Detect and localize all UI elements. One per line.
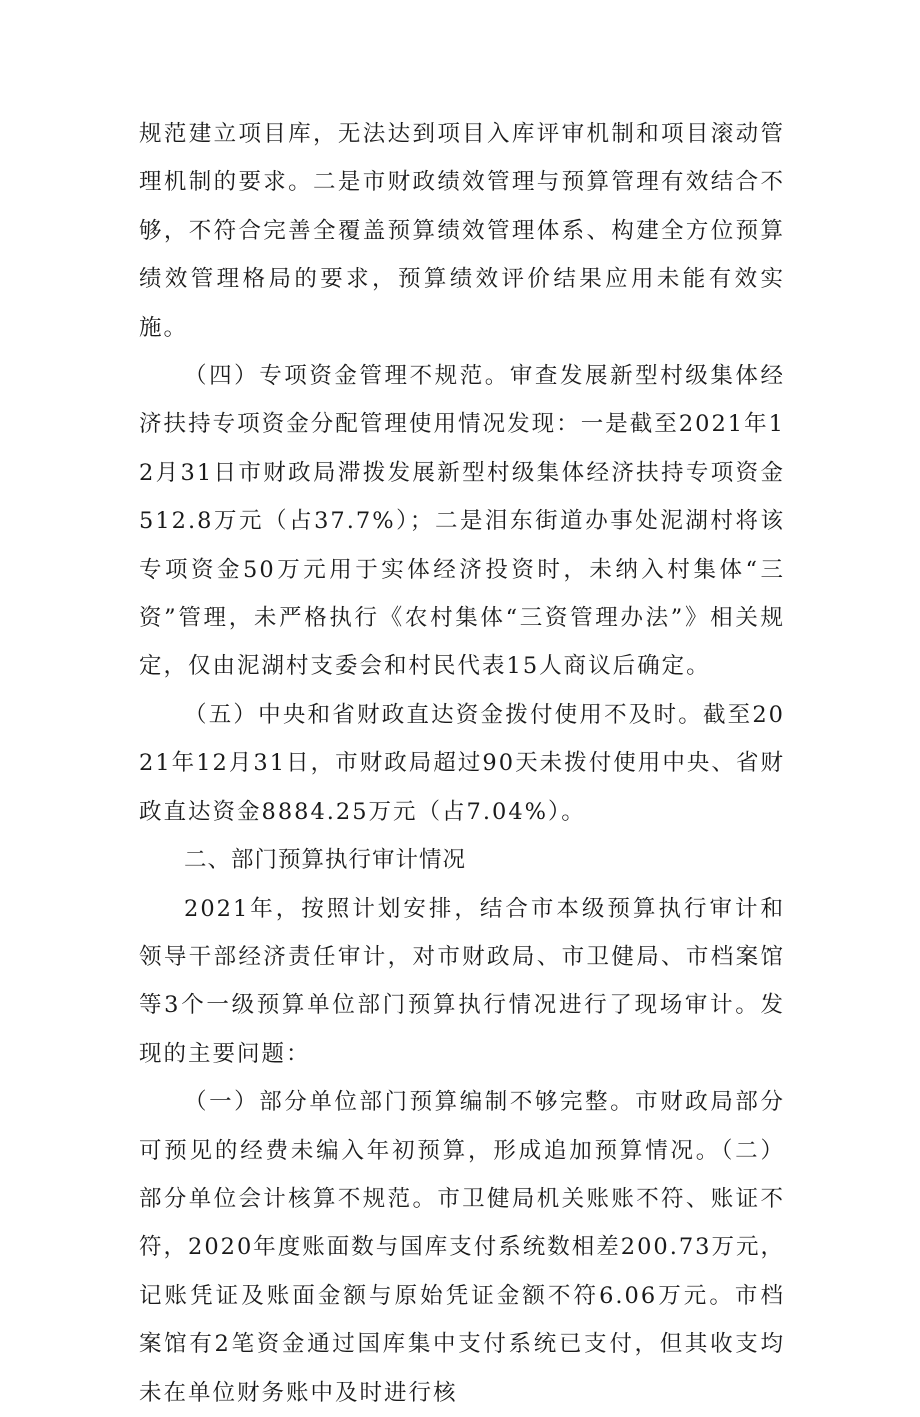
paragraph-special-funds: （四）专项资金管理不规范。审查发展新型村级集体经济扶持专项资金分配管理使用情况发现：一是截至2021年12月31日市财政局滞拨发展新型村级集体经济扶持专项资金512.8万元（占37.7%）；二是泪东街道办事处泥湖村将该专项资金50万元用于实体经济投资时，未纳入村集体“三资”管理，未严格执行《农村集体“三资管理办法”》相关规定，仅由泥湖村支委会和村民代表15人商议后确定。 — [139, 363, 785, 680]
document-body — [139, 110, 785, 1417]
paragraph-continuation: 规范建立项目库，无法达到项目入库评审机制和项目滚动管理机制的要求。二是市财政绩效管理与预算管理有效结合不够，不符合完善全覆盖预算绩效管理体系、构建全方位预算绩效管理格局的要求，预算绩效评价结果应用未能有效实施。 — [139, 121, 785, 341]
paragraph-audit-overview: 2021年，按照计划安排，结合市本级预算执行审计和领导干部经济责任审计，对市财政局、市卫健局、市档案馆等3个一级预算单位部门预算执行情况进行了现场审计。发现的主要问题： — [139, 895, 785, 1067]
paragraph-direct-funds: （五）中央和省财政直达资金拨付使用不及时。截至2021年12月31日，市财政局超过90天未拨付使用中央、省财政直达资金8884.25万元（占7.04%）。 — [139, 701, 785, 825]
paragraph-main-issues: （一）部分单位部门预算编制不够完整。市财政局部分可预见的经费未编入年初预算，形成追加预算情况。（二）部分单位会计核算不规范。市卫健局机关账账不符、账证不符，2020年度账面数与国库支付系统数相差200.73万元，记账凭证及账面金额与原始凭证金额不符6.06万元。市档案馆有2笔资金通过国库集中支付系统已支付，但其收支均未在单位财务账中及时进行核 — [139, 1089, 785, 1406]
section-heading-department-budget: 二、部门预算执行审计情况 — [184, 847, 467, 874]
